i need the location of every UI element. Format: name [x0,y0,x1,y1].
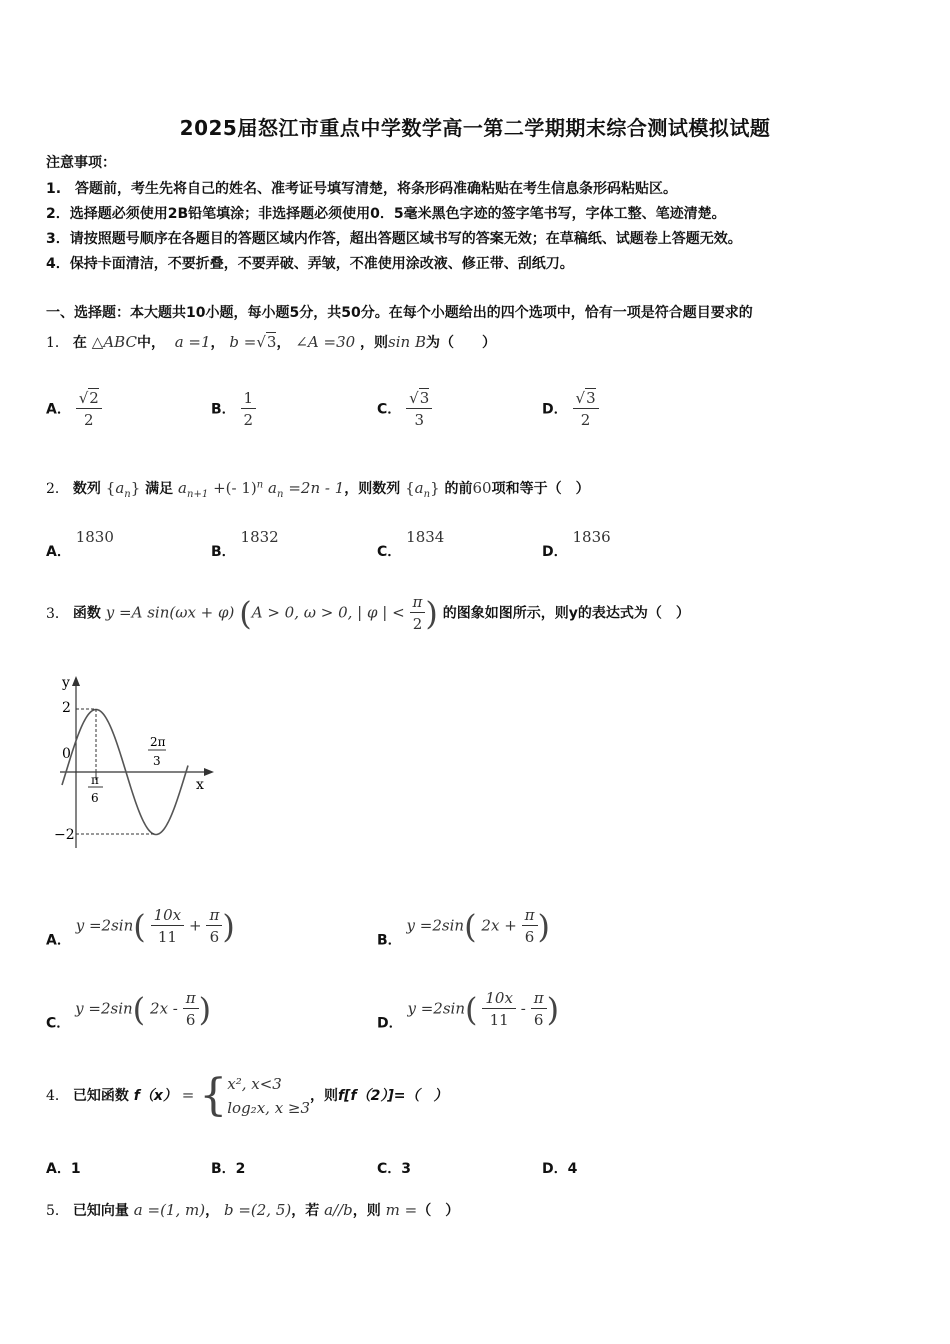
option-inner: 2x + [481,916,517,935]
option-label: D． [377,1015,403,1032]
q3-graph [48,668,228,853]
q2-option-a[interactable] [46,528,114,561]
q4-option-a[interactable] [46,1158,81,1178]
frac-num: 2 [89,389,99,407]
q2-expr-a: a [178,479,187,497]
q4-text-2: ，则 [310,1088,339,1104]
option-value: 1834 [406,528,445,546]
q5-text-2: ，若 [291,1203,320,1219]
q2-option-b[interactable] [211,528,279,561]
option-label: C． [46,1015,71,1032]
q4-case-1: x², x<3 [227,1075,282,1093]
frac-den: 6 [533,1011,544,1029]
q1-a: a =1 [174,333,211,351]
q5-vector-b: b =(2, 5) [223,1201,292,1219]
option-label: B． [211,1161,236,1177]
option-label: C． [377,401,402,418]
option-label: B． [211,401,236,418]
frac-den: 6 [209,928,220,946]
q1-text-2: 中， [136,335,165,351]
page-title: 2025届怒江市重点中学数学高一第二学期期末综合测试模拟试题 [179,116,771,140]
frac-den: 2 [580,411,591,429]
q2-seq-n2: n [423,488,431,500]
q3-y: y [568,605,578,622]
option-value: 2 [235,1161,246,1177]
q2-seq-n: n [124,488,131,500]
option-label: A． [46,1161,71,1177]
tick2-den: 3 [153,754,161,768]
option-label: D． [542,401,568,418]
option-label: C． [377,544,402,560]
q1-text-4: 为（ ） [426,335,496,351]
frac-den: 2 [243,411,254,429]
x-label: x [196,777,204,793]
q3-condition: A > 0, ω > 0, | φ | < [251,603,405,622]
frac-den: 11 [489,1011,509,1029]
q5-text-1: 已知向量 [72,1203,129,1219]
q4-case-2: log₂x, x ≥3 [227,1099,311,1117]
y-bottom-label: −2 [54,827,75,843]
question-4: 4． 已知函数 f（x） = { x², x<3 log₂x, x ≥3 ，则f[f（2）]=（ ） [46,1070,448,1121]
q3-function: y =A sin(ωx + φ) [105,603,235,622]
tick1-den: 6 [91,791,99,805]
origin-label: 0 [62,746,71,762]
frac-num: 10x [482,988,516,1009]
frac-num: 1 [241,388,257,409]
q1-sinB: sin B [388,333,426,351]
q3-option-d[interactable]: D． y =2sin( $\frac{10x}{11}$ - $\frac{\pi}{6}$ ) [377,989,560,1032]
frac-den: 6 [185,1011,196,1029]
q3-option-a[interactable]: A． y =2sin( $\frac{10x}{11}$ + $\frac{\pi}{6}$ ) [46,906,235,949]
q3-text-2: 的图象如图所示，则 [442,605,569,622]
frac-den: 6 [524,928,535,946]
option-label: A． [46,932,71,949]
y-label: y [62,675,70,691]
q1-triangle: △ABC [91,333,137,351]
q1-number: 1． [46,335,69,351]
q2-text-1: 数列 [72,481,101,497]
q1-option-a[interactable]: A． $\frac{√2}{2}$ [46,388,102,431]
q3-text-3: 的表达式为（ ） [577,605,690,622]
option-op: + [189,916,202,935]
q2-expr-c-sub: n [277,488,284,500]
q5-text-4: （ ） [417,1203,460,1219]
frac-num: π [183,988,199,1009]
q4-cases [227,1072,310,1120]
q4-option-d[interactable] [542,1158,577,1178]
q2-seq-a: a [115,479,125,497]
option-prefix: y =2sin [75,999,133,1018]
q3-number: 3． [46,605,69,622]
frac-num: π [206,905,222,926]
q5-text-3: ，则 [352,1203,381,1219]
frac-num: 3 [586,389,596,407]
x-axis-arrow [204,768,214,776]
q5-m: m = [385,1201,418,1219]
option-value: 1 [70,1161,81,1177]
q4-eq: = [181,1086,195,1104]
q1-option-c[interactable]: C． $\frac{√3}{3}$ [377,388,432,431]
q3-option-c[interactable]: C． y =2sin( 2x - $\frac{\pi}{6}$ ) [46,989,212,1032]
q1-text-1: 在 [72,335,87,351]
section-heading: 一、选择题：本大题共10小题，每小题5分，共50分。在每个小题给出的四个选项中，恰有一项是符合题目要求的 [46,305,753,321]
q2-text-5: 项和等于（ ） [491,481,590,497]
q2-option-d[interactable] [542,528,611,561]
option-label: C． [377,1161,402,1177]
frac-num: π [410,592,426,613]
q4-text-3: f[f（2）]=（ ） [338,1088,448,1104]
q4-text-1: 已知函数 [72,1088,129,1104]
q2-expr-b: +(- 1) [213,479,257,497]
note-item-1: 1. 答题前，考生先将自己的姓名、准考证号填写清楚，将条形码准确粘贴在考生信息条形码粘贴区。 [46,181,678,197]
option-prefix: y =2sin [406,916,465,935]
q1-text-3: ，则 [360,335,389,351]
question-1: 1． 在 △ABC中， a =1， b =√3， ∠A =30 ，则sin B为（ ） [46,333,496,351]
option-value: 4 [567,1161,578,1177]
q2-seq-a2: a [414,479,424,497]
note-item-3: 3．请按照题号顺序在各题目的答题区域内作答，超出答题区域书写的答案无效；在草稿纸、试题卷上答题无效。 [46,231,742,247]
q2-expr-sub: n+1 [187,488,209,500]
option-value: 3 [401,1161,412,1177]
q5-parallel: a//b [324,1201,353,1219]
q1-b: b = [229,333,257,351]
q5-sep: ， [205,1203,220,1219]
option-label: B． [211,544,236,560]
notes-heading: 注意事项： [46,155,116,171]
q2-option-c[interactable] [377,528,444,561]
q2-text-3: ，则数列 [344,481,401,497]
q4-option-b[interactable] [211,1158,245,1178]
frac-den: 2 [84,411,94,429]
option-value: 1832 [240,528,279,546]
q2-expr-d: =2n - 1 [288,479,345,497]
tick1-num: π [91,773,99,787]
tick2-num: 2π [150,735,166,749]
q4-number: 4． [46,1088,69,1104]
y-axis-arrow [72,676,80,686]
q2-text-2: 满足 [145,481,174,497]
q1-option-b[interactable] [211,388,256,431]
question-2: 2． 数列 $\{a_n\}$ 满足 $a_{n+1}$ +(- 1)$^n$ $a_n =2n - 1$，则数列 $\{a_n\}$ 的前60项和等于（ ） [46,479,590,500]
q2-expr-c: a [268,479,277,497]
q5-number: 5． [46,1203,69,1219]
option-prefix: y =2sin [407,999,466,1018]
q5-vector-a: a =(1, m) [133,1201,206,1219]
frac-num: 10x [151,905,185,926]
y-top-label: 2 [62,700,71,716]
option-value: 1830 [75,528,114,546]
option-label: D． [542,544,568,560]
option-label: D． [542,1161,568,1177]
option-prefix: y =2sin [75,916,134,935]
q2-text-4: 的前 [444,481,473,497]
note-item-4: 4．保持卡面清洁，不要折叠，不要弄破、弄皱，不准使用涂改液、修正带、刮纸刀。 [46,256,574,272]
frac-den: 3 [414,411,424,429]
option-op: - [520,999,526,1018]
frac-num: π [531,988,547,1009]
note-item-2: 2．选择题必须使用2B铅笔填涂；非选择题必须使用0．5毫米黑色字迹的签字笔书写，字体工整、笔迹清楚。 [46,206,726,222]
option-label: A． [46,544,71,560]
q2-number: 2． [46,481,69,497]
q2-sixty: 60 [472,479,492,497]
option-value: 1836 [572,528,611,546]
frac-num: 3 [419,389,430,407]
q3-option-b[interactable]: B． y =2sin( 2x + $\frac{\pi}{6}$ ) [377,906,550,949]
q1-angle: ∠A =30 [295,333,356,351]
frac-den: 2 [412,615,423,633]
question-5 [46,1200,459,1220]
frac-num: π [522,905,538,926]
option-label: B． [377,932,402,949]
option-inner: 2x - [150,999,178,1018]
question-3: 3． 函数 y =A sin(ωx + φ) (A > 0, ω > 0, | φ | < $\frac{\pi}{2}$ ) 的图象如图所示，则y的表达式为（ ） [46,593,690,633]
frac-den: 11 [157,928,177,946]
q4-option-c[interactable] [377,1158,411,1178]
q2-expr-sup: n [256,479,264,491]
q3-text-1: 函数 [72,605,101,622]
option-label: A． [46,401,71,418]
q4-f: f（x） [133,1088,177,1104]
q1-option-d[interactable]: D． $\frac{√3}{2}$ [542,388,599,431]
q1-b-root: 3 [266,333,277,351]
